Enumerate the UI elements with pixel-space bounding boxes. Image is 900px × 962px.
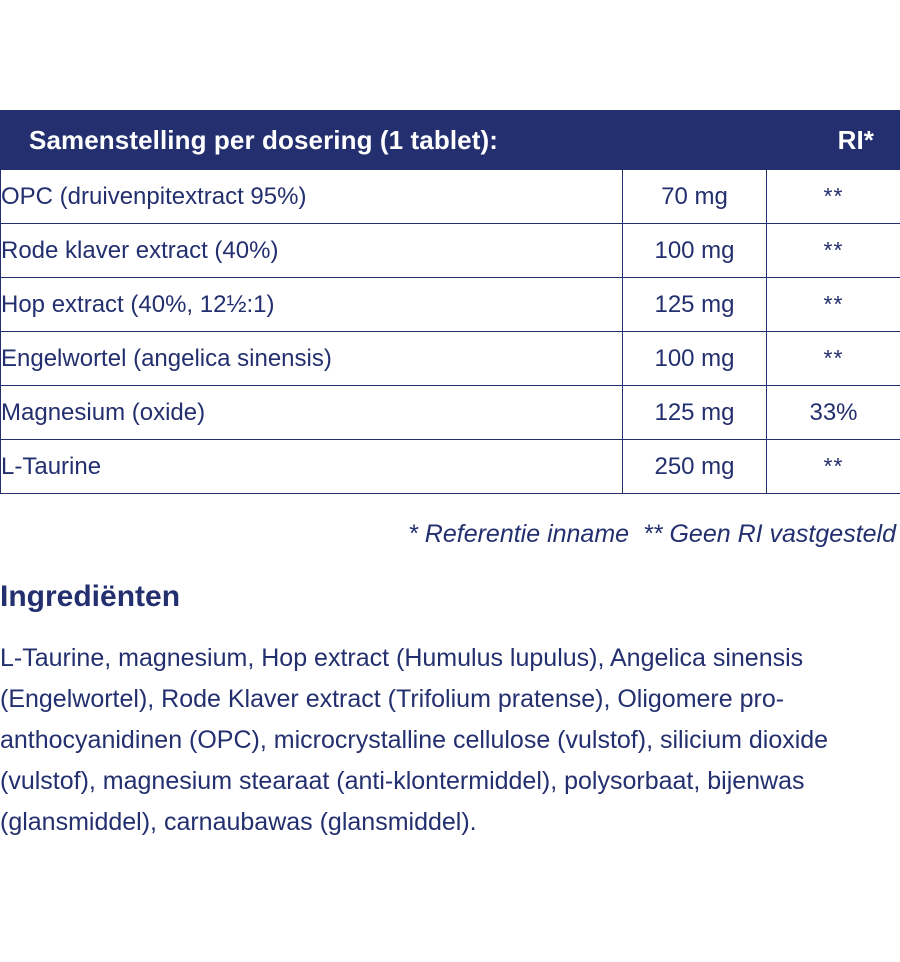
table-header-row	[1, 111, 900, 170]
table-footnote	[0, 520, 900, 549]
table-body	[1, 170, 900, 494]
table-row	[1, 278, 900, 332]
table-row	[1, 224, 900, 278]
footnote-no-ri: ** Geen RI vastgesteld	[643, 520, 896, 548]
ingredient-amount: 250 mg	[623, 440, 767, 494]
table-header	[1, 111, 900, 170]
ingredient-amount: 100 mg	[623, 332, 767, 386]
ingredient-amount: 125 mg	[623, 278, 767, 332]
composition-table-container	[0, 110, 900, 494]
ingredient-ri: **	[767, 224, 900, 278]
ingredient-name: Rode klaver extract (40%)	[1, 224, 623, 278]
ingredient-name: OPC (druivenpitextract 95%)	[1, 170, 623, 224]
ingredients-heading: Ingrediënten	[0, 580, 181, 613]
ingredient-amount: 125 mg	[623, 386, 767, 440]
composition-table	[0, 110, 900, 494]
header-amount	[623, 111, 767, 170]
ingredient-name: Magnesium (oxide)	[1, 386, 623, 440]
table-row	[1, 440, 900, 494]
ingredient-amount: 100 mg	[623, 224, 767, 278]
table-row	[1, 332, 900, 386]
footnote-reference-intake: * Referentie inname	[408, 520, 630, 548]
ingredient-ri: **	[767, 170, 900, 224]
header-composition: Samenstelling per dosering (1 tablet):	[1, 111, 623, 170]
table-row	[1, 386, 900, 440]
ingredients-text: L-Taurine, magnesium, Hop extract (Humulus lupulus), Angelica sinensis (Engelwortel), Rode Klaver extract (Trifolium pratense), Oligomere pro-anthocyanidinen (OPC), microcrystalline cellulose (vulstof), silicium dioxide (vulstof), magnesium stearaat (anti-klontermiddel), polysorbaat, bijenwas (glansmiddel), carnaubawas (glansmiddel).	[0, 644, 829, 836]
ingredient-name: Hop extract (40%, 12½:1)	[1, 278, 623, 332]
ingredient-amount: 70 mg	[623, 170, 767, 224]
table-row	[1, 170, 900, 224]
ingredient-ri: 33%	[767, 386, 900, 440]
ingredient-ri: **	[767, 332, 900, 386]
ingredient-ri: **	[767, 440, 900, 494]
ingredient-ri: **	[767, 278, 900, 332]
header-ri: RI*	[767, 111, 900, 170]
ingredient-name: Engelwortel (angelica sinensis)	[1, 332, 623, 386]
ingredient-name: L-Taurine	[1, 440, 623, 494]
